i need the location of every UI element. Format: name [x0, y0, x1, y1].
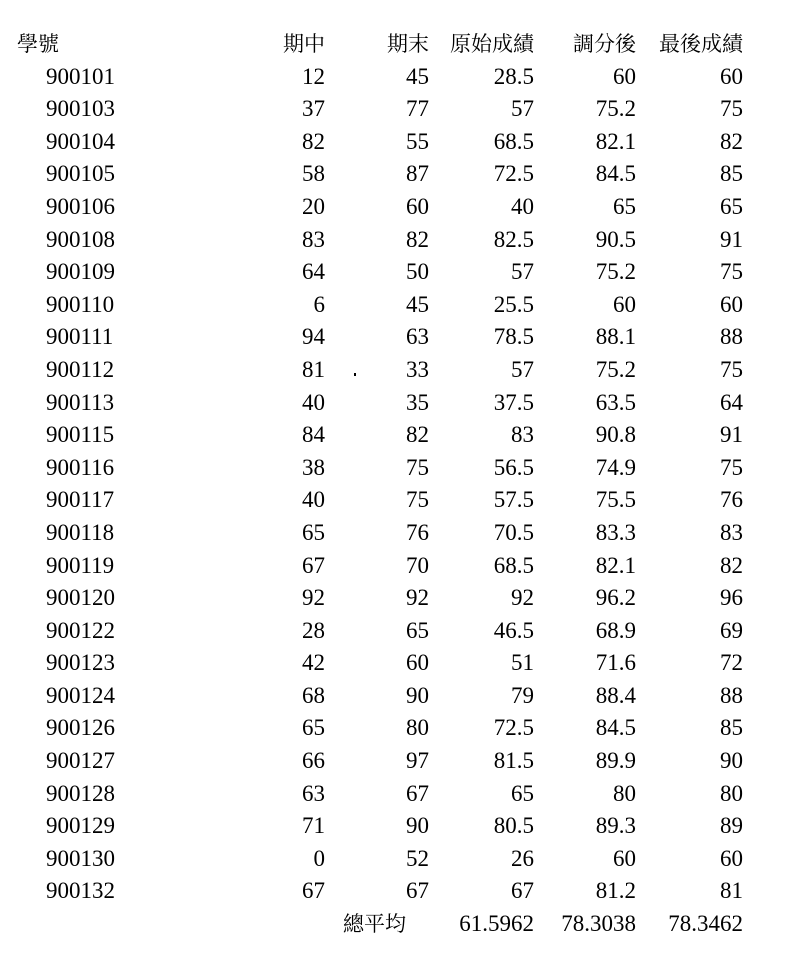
cell-raw-score: 40: [511, 193, 534, 219]
cell-adjusted: 90.5: [595, 226, 636, 252]
cell-final-score: 65: [720, 193, 743, 219]
cell-student-id: 900130: [46, 845, 115, 871]
cell-adjusted: 88.4: [595, 682, 636, 708]
cell-adjusted: 89.9: [595, 748, 636, 774]
cell-adjusted: 80: [613, 780, 636, 806]
cell-student-id: 900112: [46, 356, 115, 382]
cell-final-score: 85: [720, 161, 743, 187]
cell-student-id: 900108: [46, 226, 115, 252]
cell-midterm: 0: [313, 845, 325, 871]
cell-raw-score: 70.5: [493, 519, 534, 545]
table-row: [0, 875, 799, 908]
cell-raw-score: 57: [511, 96, 534, 122]
cell-adjusted: 82.1: [595, 552, 636, 578]
cell-raw-score: 65: [511, 780, 534, 806]
cell-midterm: 37: [302, 96, 325, 122]
cell-raw-score: 57: [511, 259, 534, 285]
cell-final: 87: [406, 161, 429, 187]
cell-raw-score: 67: [511, 878, 534, 904]
cell-raw-score: 79: [511, 682, 534, 708]
header-final-score: 最後成績: [659, 32, 743, 56]
cell-adjusted: 96.2: [595, 585, 636, 611]
cell-midterm: 40: [302, 487, 325, 513]
cell-midterm: 12: [302, 63, 325, 89]
cell-student-id: 900113: [46, 389, 115, 415]
average-raw-score: 61.5962: [459, 911, 534, 937]
cell-student-id: 900132: [46, 878, 115, 904]
cell-midterm: 81: [302, 356, 325, 382]
cell-student-id: 900105: [46, 161, 115, 187]
cell-adjusted: 90.8: [595, 422, 636, 448]
cell-student-id: 900110: [46, 291, 115, 317]
cell-final-score: 85: [720, 715, 743, 741]
average-row: [0, 908, 799, 941]
table-row: [0, 387, 799, 420]
cell-student-id: 900103: [46, 96, 115, 122]
cell-adjusted: 84.5: [595, 161, 636, 187]
cell-final: 90: [406, 682, 429, 708]
cell-raw-score: 26: [511, 845, 534, 871]
cell-final-score: 75: [720, 259, 743, 285]
header-student-id: 學號: [17, 32, 59, 56]
cell-midterm: 38: [302, 454, 325, 480]
cell-adjusted: 68.9: [595, 617, 636, 643]
cell-student-id: 900122: [46, 617, 115, 643]
cell-raw-score: 78.5: [493, 324, 534, 350]
cell-raw-score: 68.5: [493, 552, 534, 578]
cell-adjusted: 82.1: [595, 128, 636, 154]
cell-final: 97: [406, 748, 429, 774]
cell-midterm: 64: [302, 259, 325, 285]
cell-final: 77: [406, 96, 429, 122]
table-row: [0, 321, 799, 354]
cell-final: 67: [406, 878, 429, 904]
cell-adjusted: 83.3: [595, 519, 636, 545]
cell-raw-score: 51: [511, 650, 534, 676]
cell-student-id: 900115: [46, 422, 115, 448]
cell-student-id: 900106: [46, 193, 115, 219]
cell-final-score: 60: [720, 845, 743, 871]
cell-midterm: 63: [302, 780, 325, 806]
cell-final-score: 88: [720, 682, 743, 708]
cell-final: 82: [406, 226, 429, 252]
cell-adjusted: 81.2: [595, 878, 636, 904]
table-row: [0, 484, 799, 517]
cell-midterm: 42: [302, 650, 325, 676]
cell-midterm: 20: [302, 193, 325, 219]
cell-final: 63: [406, 324, 429, 350]
cell-final: 60: [406, 650, 429, 676]
table-header-row: [0, 28, 799, 61]
cell-adjusted: 75.5: [595, 487, 636, 513]
cell-final: 52: [406, 845, 429, 871]
cell-raw-score: 56.5: [493, 454, 534, 480]
cell-midterm: 58: [302, 161, 325, 187]
table-row: [0, 93, 799, 126]
table-row: [0, 745, 799, 778]
cell-student-id: 900126: [46, 715, 115, 741]
cell-midterm: 82: [302, 128, 325, 154]
cell-final: 60: [406, 193, 429, 219]
table-row: [0, 680, 799, 713]
cell-midterm: 67: [302, 878, 325, 904]
cell-student-id: 900127: [46, 748, 115, 774]
table-row: [0, 517, 799, 550]
table-row: [0, 452, 799, 485]
header-final: 期末: [387, 32, 429, 56]
cell-final-score: 96: [720, 585, 743, 611]
table-row: [0, 550, 799, 583]
cell-raw-score: 68.5: [493, 128, 534, 154]
cell-raw-score: 25.5: [493, 291, 534, 317]
cell-adjusted: 75.2: [595, 259, 636, 285]
cell-final: 82: [406, 422, 429, 448]
stray-mark: [354, 373, 356, 376]
cell-raw-score: 81.5: [493, 748, 534, 774]
cell-adjusted: 63.5: [595, 389, 636, 415]
cell-final-score: 75: [720, 356, 743, 382]
cell-final-score: 60: [720, 291, 743, 317]
cell-raw-score: 72.5: [493, 161, 534, 187]
cell-midterm: 83: [302, 226, 325, 252]
cell-final: 35: [406, 389, 429, 415]
cell-midterm: 65: [302, 715, 325, 741]
cell-raw-score: 46.5: [493, 617, 534, 643]
cell-final-score: 83: [720, 519, 743, 545]
header-raw-score: 原始成績: [450, 32, 534, 56]
cell-final-score: 82: [720, 552, 743, 578]
cell-final: 45: [406, 291, 429, 317]
cell-final-score: 69: [720, 617, 743, 643]
cell-final: 76: [406, 519, 429, 545]
table-row: [0, 810, 799, 843]
cell-midterm: 67: [302, 552, 325, 578]
average-adjusted: 78.3038: [561, 911, 636, 937]
cell-adjusted: 65: [613, 193, 636, 219]
cell-final: 65: [406, 617, 429, 643]
cell-final: 50: [406, 259, 429, 285]
table-row: [0, 126, 799, 159]
table-row: [0, 778, 799, 811]
table-row: [0, 712, 799, 745]
cell-adjusted: 75.2: [595, 356, 636, 382]
cell-final-score: 88: [720, 324, 743, 350]
table-row: [0, 354, 799, 387]
cell-student-id: 900101: [46, 63, 115, 89]
cell-adjusted: 75.2: [595, 96, 636, 122]
table-row: [0, 289, 799, 322]
cell-final-score: 89: [720, 813, 743, 839]
cell-student-id: 900118: [46, 519, 115, 545]
cell-final-score: 91: [720, 422, 743, 448]
table-body: [0, 61, 799, 908]
cell-final: 70: [406, 552, 429, 578]
cell-student-id: 900123: [46, 650, 115, 676]
cell-final-score: 82: [720, 128, 743, 154]
header-adjusted: 調分後: [573, 32, 636, 56]
cell-midterm: 68: [302, 682, 325, 708]
cell-final: 33: [406, 356, 429, 382]
cell-midterm: 92: [302, 585, 325, 611]
cell-student-id: 900117: [46, 487, 115, 513]
cell-final: 90: [406, 813, 429, 839]
cell-midterm: 66: [302, 748, 325, 774]
cell-adjusted: 74.9: [595, 454, 636, 480]
cell-final: 80: [406, 715, 429, 741]
cell-midterm: 84: [302, 422, 325, 448]
cell-final: 75: [406, 454, 429, 480]
table-row: [0, 224, 799, 257]
cell-raw-score: 92: [511, 585, 534, 611]
cell-final-score: 75: [720, 454, 743, 480]
cell-final-score: 76: [720, 487, 743, 513]
cell-midterm: 71: [302, 813, 325, 839]
table-row: [0, 582, 799, 615]
cell-midterm: 94: [302, 324, 325, 350]
cell-final-score: 80: [720, 780, 743, 806]
cell-student-id: 900120: [46, 585, 115, 611]
cell-student-id: 900111: [46, 324, 114, 350]
cell-final-score: 75: [720, 96, 743, 122]
cell-final: 92: [406, 585, 429, 611]
cell-midterm: 40: [302, 389, 325, 415]
cell-student-id: 900124: [46, 682, 115, 708]
cell-final: 75: [406, 487, 429, 513]
cell-raw-score: 80.5: [493, 813, 534, 839]
cell-final-score: 64: [720, 389, 743, 415]
cell-raw-score: 37.5: [493, 389, 534, 415]
cell-final-score: 81: [720, 878, 743, 904]
table-row: [0, 647, 799, 680]
average-final-score: 78.3462: [668, 911, 743, 937]
table-row: [0, 61, 799, 94]
cell-student-id: 900128: [46, 780, 115, 806]
table-row: [0, 158, 799, 191]
table-row: [0, 615, 799, 648]
cell-final-score: 91: [720, 226, 743, 252]
cell-midterm: 6: [313, 291, 325, 317]
table-row: [0, 843, 799, 876]
header-midterm: 期中: [283, 32, 325, 56]
cell-final: 55: [406, 128, 429, 154]
cell-midterm: 65: [302, 519, 325, 545]
cell-adjusted: 89.3: [595, 813, 636, 839]
table-row: [0, 191, 799, 224]
cell-student-id: 900129: [46, 813, 115, 839]
cell-student-id: 900109: [46, 259, 115, 285]
cell-final: 67: [406, 780, 429, 806]
cell-raw-score: 83: [511, 422, 534, 448]
cell-adjusted: 71.6: [595, 650, 636, 676]
cell-final-score: 72: [720, 650, 743, 676]
table-row: [0, 256, 799, 289]
cell-raw-score: 57: [511, 356, 534, 382]
cell-raw-score: 82.5: [493, 226, 534, 252]
cell-adjusted: 60: [613, 63, 636, 89]
table-row: [0, 419, 799, 452]
cell-student-id: 900104: [46, 128, 115, 154]
cell-adjusted: 60: [613, 845, 636, 871]
cell-raw-score: 57.5: [493, 487, 534, 513]
cell-student-id: 900116: [46, 454, 115, 480]
cell-midterm: 28: [302, 617, 325, 643]
cell-final: 45: [406, 63, 429, 89]
cell-raw-score: 28.5: [493, 63, 534, 89]
cell-adjusted: 84.5: [595, 715, 636, 741]
cell-student-id: 900119: [46, 552, 115, 578]
cell-adjusted: 88.1: [595, 324, 636, 350]
average-label: 總平均: [343, 912, 406, 937]
cell-final-score: 90: [720, 748, 743, 774]
cell-raw-score: 72.5: [493, 715, 534, 741]
grade-table: [0, 28, 799, 941]
cell-final-score: 60: [720, 63, 743, 89]
cell-adjusted: 60: [613, 291, 636, 317]
